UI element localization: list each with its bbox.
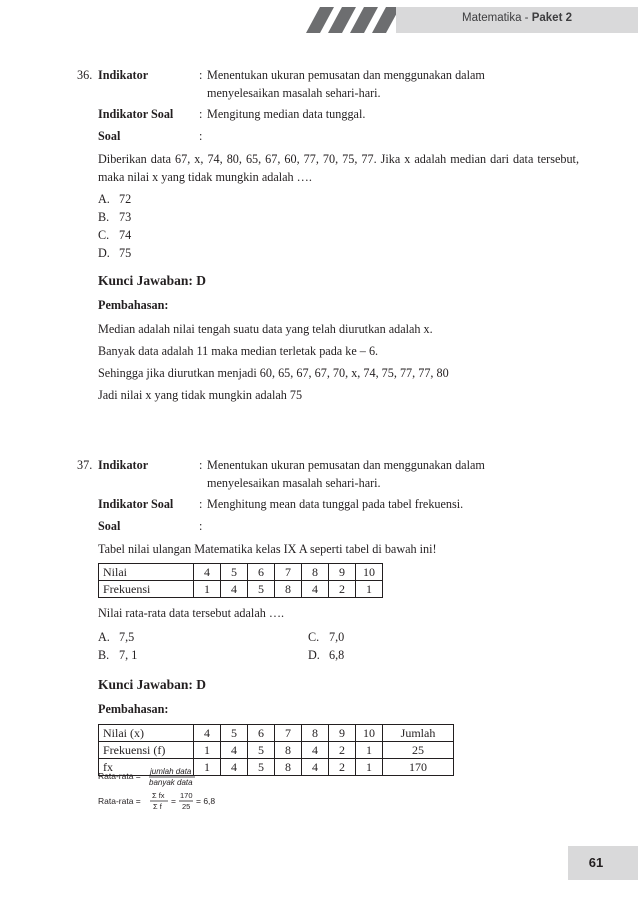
indikator-text: Menentukan ukuran pemusatan dan menggunakan dalam <box>207 68 485 82</box>
indikator-soal-text: Menghitung mean data tunggal pada tabel frekuensi. <box>207 497 464 511</box>
indikator-soal-label: Indikator Soal <box>98 107 174 121</box>
option-c: C. 7,0 <box>308 630 345 644</box>
header-title <box>462 12 572 24</box>
formula-label-1: Rata-rata = <box>98 771 141 781</box>
indikator-text: Menentukan ukuran pemusatan dan menggunakan dalam <box>207 458 485 472</box>
mean-formula <box>98 766 238 818</box>
formula-denominator-1: banyak data <box>149 778 193 787</box>
table-cell: 4 <box>194 725 221 742</box>
table-row <box>99 564 383 581</box>
colon: : <box>199 129 203 143</box>
table-cell: 6 <box>248 725 275 742</box>
table-cell: 6 <box>248 564 275 581</box>
table-row <box>99 725 454 742</box>
pembahasan-label: Pembahasan: <box>98 702 169 716</box>
table-cell: 7 <box>275 564 302 581</box>
option-a: A. 72 <box>98 192 132 206</box>
indikator-label: Indikator <box>98 458 149 472</box>
table-cell: 2 <box>329 759 356 776</box>
option-b: B. 7, 1 <box>98 648 138 662</box>
answer-key: Kunci Jawaban: D <box>98 677 207 692</box>
colon: : <box>199 107 203 121</box>
pembahasan-line: Sehingga jika diurutkan menjadi 60, 65, 67, 67, 70, x, 74, 75, 77, 77, 80 <box>98 366 449 380</box>
soal-label: Soal <box>98 129 121 143</box>
formula-numerator-2: Σ fx <box>152 791 165 800</box>
header-subject: Matematika - <box>462 12 532 24</box>
option-b: B. 73 <box>98 210 132 224</box>
table-cell: 5 <box>221 725 248 742</box>
table-cell: 7 <box>275 725 302 742</box>
table-cell: 170 <box>383 759 454 776</box>
soal-text: Tabel nilai ulangan Matematika kelas IX A seperti tabel di bawah ini! <box>98 542 437 556</box>
table-cell: 4 <box>221 759 248 776</box>
table-cell: 4 <box>221 581 248 598</box>
formula-denominator-2: Σ f <box>153 802 162 811</box>
formula-numerator-1: jumlah data <box>150 767 192 776</box>
table-cell: 5 <box>248 759 275 776</box>
table-cell: Frekuensi <box>99 581 194 598</box>
question-number: 36. <box>77 68 93 82</box>
table-cell: 5 <box>248 742 275 759</box>
answer-key: Kunci Jawaban: D <box>98 273 207 288</box>
question-36 <box>69 66 579 404</box>
page-header <box>0 0 638 40</box>
table-cell: 4 <box>302 759 329 776</box>
table-cell: 9 <box>329 564 356 581</box>
table-cell: 8 <box>302 725 329 742</box>
table-row <box>99 581 383 598</box>
pembahasan-line: Banyak data adalah 11 maka median terletak pada ke – 6. <box>98 344 379 358</box>
indikator-soal-label: Indikator Soal <box>98 497 174 511</box>
table-cell: 9 <box>329 725 356 742</box>
soal-label: Soal <box>98 519 121 533</box>
table-cell: 1 <box>194 581 221 598</box>
table-cell: 8 <box>275 742 302 759</box>
table-cell: 1 <box>356 742 383 759</box>
question-37 <box>69 456 579 776</box>
table-cell: fx <box>99 759 194 776</box>
table-cell: 25 <box>383 742 454 759</box>
table-cell: Nilai (x) <box>99 725 194 742</box>
table-cell: 1 <box>356 759 383 776</box>
indikator-soal-text: Mengitung median data tunggal. <box>207 107 366 121</box>
colon: : <box>199 497 203 511</box>
table-cell: 1 <box>194 759 221 776</box>
option-d: D. 75 <box>98 246 132 260</box>
indikator-label: Indikator <box>98 68 149 82</box>
table-cell: 2 <box>329 742 356 759</box>
colon: : <box>199 68 203 82</box>
option-c: C. 74 <box>98 228 132 242</box>
frequency-table <box>98 563 383 598</box>
table-cell: 5 <box>221 564 248 581</box>
option-a: A. 7,5 <box>98 630 135 644</box>
header-stripes-decoration <box>306 7 398 33</box>
formula-equals: = <box>171 796 176 806</box>
formula-numerator-3: 170 <box>180 791 193 800</box>
soal-text: Diberikan data 67, x, 74, 80, 65, 67, 60, 77, 70, 75, 77. Jika x adalah median dari data tersebut, maka nilai x yang tidak mungkin adalah …. <box>98 152 579 184</box>
page-number: 61 <box>588 855 604 870</box>
pembahasan-line: Median adalah nilai tengah suatu data yang telah diurutkan adalah x. <box>98 322 433 336</box>
pembahasan-label: Pembahasan: <box>98 298 169 312</box>
table-cell: 1 <box>356 581 383 598</box>
question-text: Nilai rata-rata data tersebut adalah …. <box>98 606 285 620</box>
table-cell: 10 <box>356 725 383 742</box>
table-cell: 8 <box>275 759 302 776</box>
question-number: 37. <box>77 458 93 472</box>
table-cell: 8 <box>302 564 329 581</box>
table-cell: 4 <box>302 581 329 598</box>
table-cell: 5 <box>248 581 275 598</box>
option-d: D. 6,8 <box>308 648 345 662</box>
table-cell: 10 <box>356 564 383 581</box>
table-cell: 4 <box>194 564 221 581</box>
table-row <box>99 742 454 759</box>
table-cell: 2 <box>329 581 356 598</box>
mean-formula-graphic <box>98 766 238 816</box>
colon: : <box>199 519 203 533</box>
colon: : <box>199 458 203 472</box>
indikator-text-cont: menyelesaikan masalah sehari-hari. <box>207 476 381 490</box>
table-cell: 4 <box>302 742 329 759</box>
table-cell: Frekuensi (f) <box>99 742 194 759</box>
table-cell: 4 <box>221 742 248 759</box>
formula-result: = 6,8 <box>196 796 216 806</box>
formula-denominator-3: 25 <box>182 802 191 811</box>
indikator-text-cont: menyelesaikan masalah sehari-hari. <box>207 86 381 100</box>
table-cell: 8 <box>275 581 302 598</box>
table-cell: Jumlah <box>383 725 454 742</box>
table-cell: Nilai <box>99 564 194 581</box>
pembahasan-line: Jadi nilai x yang tidak mungkin adalah 75 <box>98 388 303 402</box>
table-cell: 1 <box>194 742 221 759</box>
header-paket: Paket 2 <box>531 12 572 24</box>
formula-label-2: Rata-rata = <box>98 796 141 806</box>
